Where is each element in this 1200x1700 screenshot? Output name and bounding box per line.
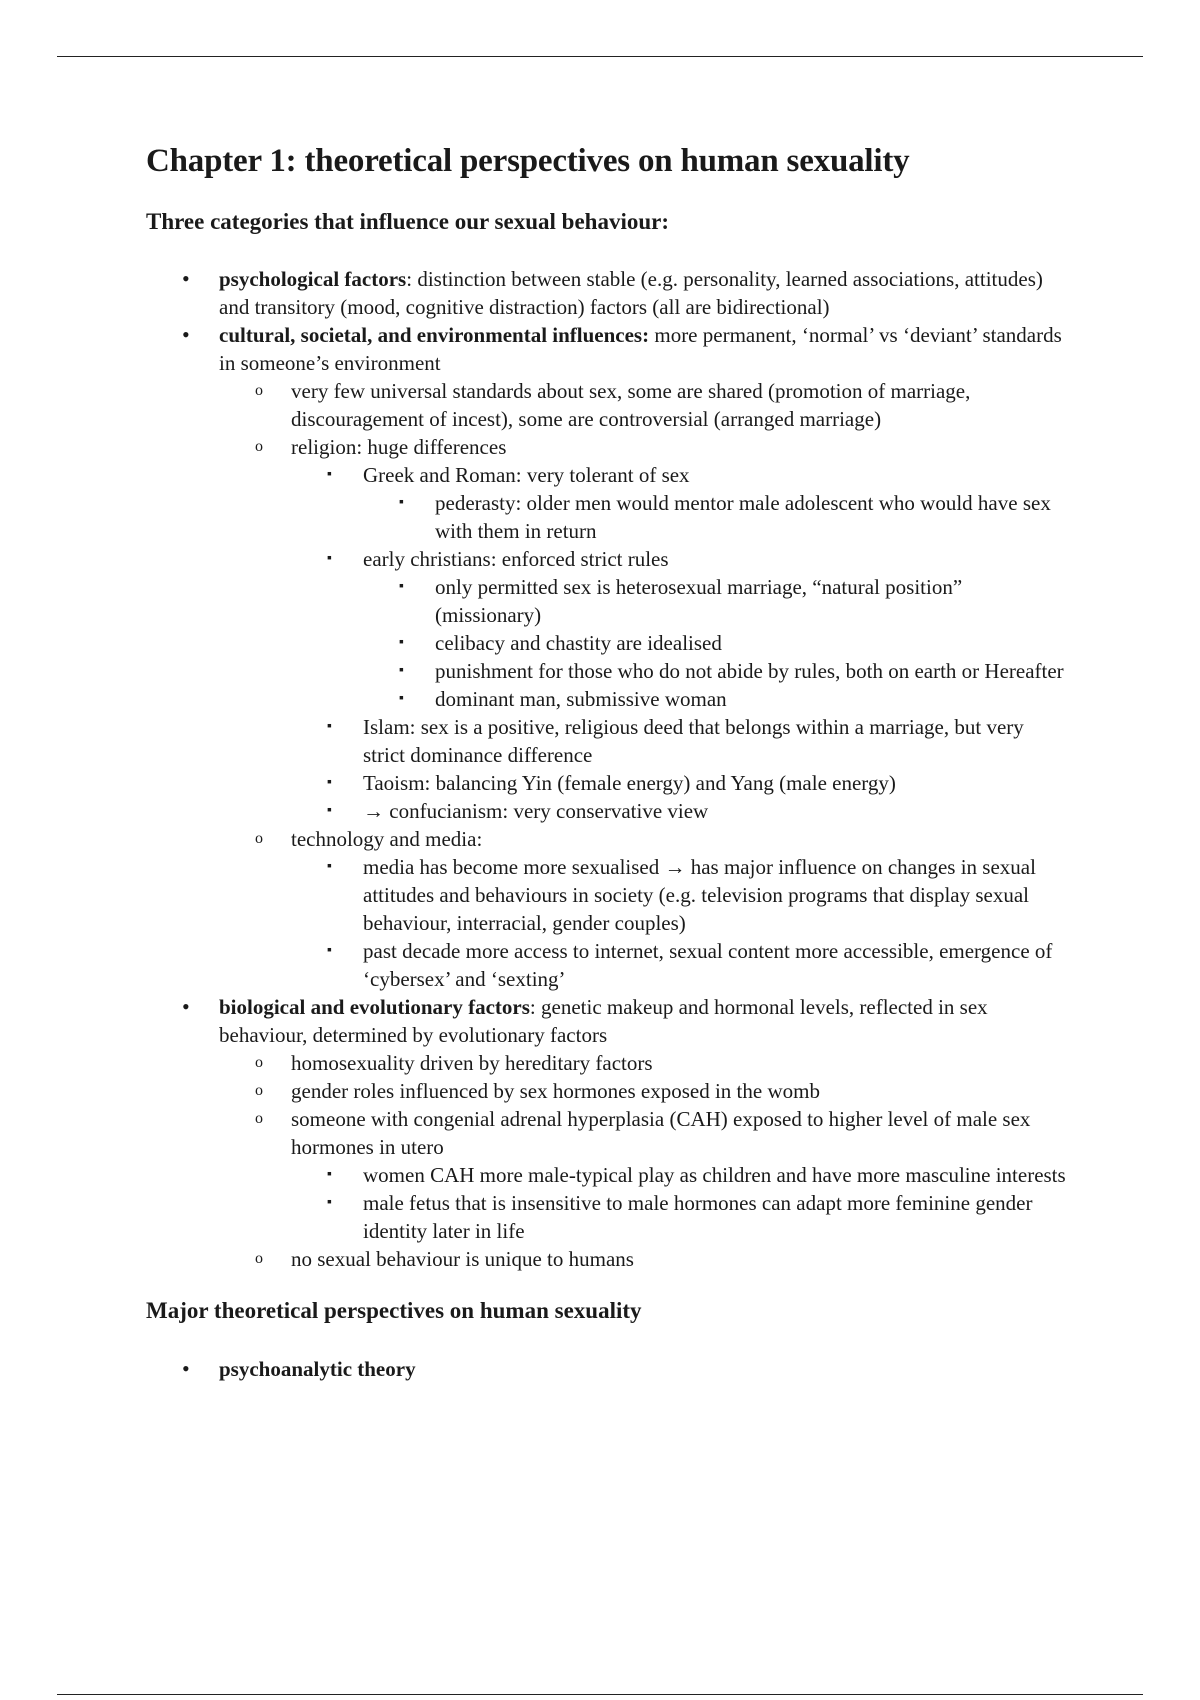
list-item: ▪ women CAH more male-typical play as children and have more masculine interests — [327, 1163, 1066, 1188]
list-item-psychoanalytic: • psychoanalytic theory — [182, 1355, 416, 1381]
circle-bullet-icon: o — [255, 830, 263, 848]
bottom-rule — [57, 1694, 1143, 1695]
square-bullet-icon: ▪ — [327, 551, 332, 567]
square-bullet-icon: ▪ — [327, 803, 332, 819]
list-item: ▪ past decade more access to internet, sexual content more accessible, emergence of ‘cybersex’ and ‘sexting’ — [327, 939, 1053, 992]
square-bullet-icon: ▪ — [327, 1167, 332, 1183]
list-item: ▪ dominant man, submissive woman — [399, 687, 727, 712]
circle-bullet-icon: o — [255, 1082, 263, 1100]
term: cultural, societal, and environmental influences: — [219, 323, 650, 348]
circle-bullet-icon: o — [255, 382, 263, 400]
bullet-icon: • — [182, 266, 190, 292]
christian-sublist — [363, 573, 1066, 713]
list-item-greek-roman: ▪ Greek and Roman: very tolerant of sex ▪ pederasty: older men would mentor male adolescent who would have sex with them in return — [291, 461, 1066, 545]
circle-bullet-icon: o — [255, 1054, 263, 1072]
list-item-technology-media: o technology and media: ▪ media has become more sexualised → has major influence on changes in sexual attitudes and behaviours in society (e.g. television programs that display sexual behaviour, interracial, gender couples) ▪ past decade more access to internet, sexual content more accessible, emergence of ‘cybersex’ and ‘sexting’ — [219, 825, 1066, 993]
term: psychological factors — [219, 267, 407, 292]
square-bullet-icon: ▪ — [327, 467, 332, 483]
religion-sublist — [291, 461, 1066, 825]
list-item: ▪ only permitted sex is heterosexual marriage, “natural position” (missionary) — [399, 575, 963, 628]
definition: more permanent, ‘normal’ vs ‘deviant’ standards in someone’s environment — [219, 323, 1062, 376]
cultural-sublist — [219, 377, 1066, 993]
list-item: ▪ media has become more sexualised → has major influence on changes in sexual attitudes and behaviours in society (e.g. television programs that display sexual behaviour, interracial, gender couples) — [327, 855, 1036, 936]
list-item-cah: o someone with congenial adrenal hyperplasia (CAH) exposed to higher level of male sex hormones in utero ▪ women CAH more male-typical play as children and have more masculine interests ▪ male fetus that is insensitive to male hormones can adapt more feminine gender identity later in life — [255, 1107, 1066, 1244]
chapter-title: Chapter 1: theoretical perspectives on human sexuality — [146, 143, 910, 179]
square-bullet-icon: ▪ — [399, 495, 404, 511]
list-item: o very few universal standards about sex, some are shared (promotion of marriage, discouragement of incest), some are controversial (arranged marriage) — [255, 379, 971, 432]
list-item: ▪ pederasty: older men would mentor male adolescent who would have sex with them in return — [399, 491, 1051, 544]
cah-sublist — [291, 1161, 1066, 1245]
media-sublist — [291, 853, 1066, 993]
circle-bullet-icon: o — [255, 438, 263, 456]
list-item-islam: ▪ Islam: sex is a positive, religious deed that belongs within a marriage, but very strict dominance difference — [327, 715, 1024, 768]
greek-sublist — [363, 489, 1066, 545]
biological-sublist — [219, 1049, 1066, 1273]
list-item-cultural — [146, 321, 1066, 993]
bullet-icon: • — [182, 322, 190, 348]
list-item-biological — [146, 993, 1066, 1273]
list-item-confucianism: ▪ → confucianism: very conservative view — [327, 799, 709, 824]
square-bullet-icon: ▪ — [327, 719, 332, 735]
square-bullet-icon: ▪ — [399, 691, 404, 707]
list-item-christians: ▪ early christians: enforced strict rules ▪ only permitted sex is heterosexual marriage, “natural position” (missionary) ▪ celibacy and chastity are idealised ▪ punishment for those who do not abide by rules, both on earth or Hereafter ▪ dominant man, submissive woman — [291, 545, 1066, 713]
section-heading-categories: Three categories that influence our sexual behaviour: — [146, 208, 669, 234]
definition: : genetic makeup and hormonal levels, reflected in sex behaviour, determined by evolutionary factors — [219, 995, 988, 1048]
square-bullet-icon: ▪ — [327, 1195, 332, 1211]
categories-list — [146, 265, 1066, 1273]
perspectives-list — [146, 1355, 1066, 1383]
list-item: o gender roles influenced by sex hormones exposed in the womb — [255, 1079, 820, 1104]
section-heading-major-perspectives: Major theoretical perspectives on human sexuality — [146, 1298, 642, 1324]
bullet-icon: • — [182, 994, 190, 1020]
square-bullet-icon: ▪ — [399, 635, 404, 651]
list-item-taoism: ▪ Taoism: balancing Yin (female energy) and Yang (male energy) — [327, 771, 896, 796]
list-item: o no sexual behaviour is unique to humans — [255, 1247, 634, 1272]
square-bullet-icon: ▪ — [399, 579, 404, 595]
definition: : distinction between stable (e.g. personality, learned associations, attitudes) and transitory (mood, cognitive distraction) factors (all are bidirectional) — [219, 267, 1043, 320]
square-bullet-icon: ▪ — [327, 859, 332, 875]
list-item: ▪ male fetus that is insensitive to male hormones can adapt more feminine gender identity later in life — [327, 1191, 1033, 1244]
list-item: o homosexuality driven by hereditary factors — [255, 1051, 653, 1076]
list-item-psychological — [146, 265, 1066, 321]
top-rule — [57, 56, 1143, 57]
bullet-icon: • — [182, 1355, 190, 1381]
square-bullet-icon: ▪ — [327, 943, 332, 959]
square-bullet-icon: ▪ — [399, 663, 404, 679]
term: biological and evolutionary factors — [219, 995, 530, 1020]
list-item: ▪ punishment for those who do not abide by rules, both on earth or Hereafter — [399, 659, 1064, 684]
circle-bullet-icon: o — [255, 1250, 263, 1268]
list-item: ▪ celibacy and chastity are idealised — [399, 631, 722, 656]
square-bullet-icon: ▪ — [327, 775, 332, 791]
document-body — [146, 142, 1066, 1383]
circle-bullet-icon: o — [255, 1110, 263, 1128]
list-item-religion: o religion: huge differences ▪ Greek and Roman: very tolerant of sex ▪ pederasty: older men would mentor male adolescent who would have sex with them in return ▪ early christians: enforced strict rules ▪ only permitted sex is heterosexual marriage, “natural position” (missionary) ▪ celibacy and chastity are idealised ▪ punishment for those who do not abide by rules, both on earth or Hereafter ▪ dominant man, submissive woman ▪ Islam: sex is a positive, religious deed that belongs within a marriage, but very strict dominance difference ▪ Taoism: balancing Yin (female energy) and Yang (male energy) ▪ → confucianism: very conservative view — [219, 433, 1066, 825]
